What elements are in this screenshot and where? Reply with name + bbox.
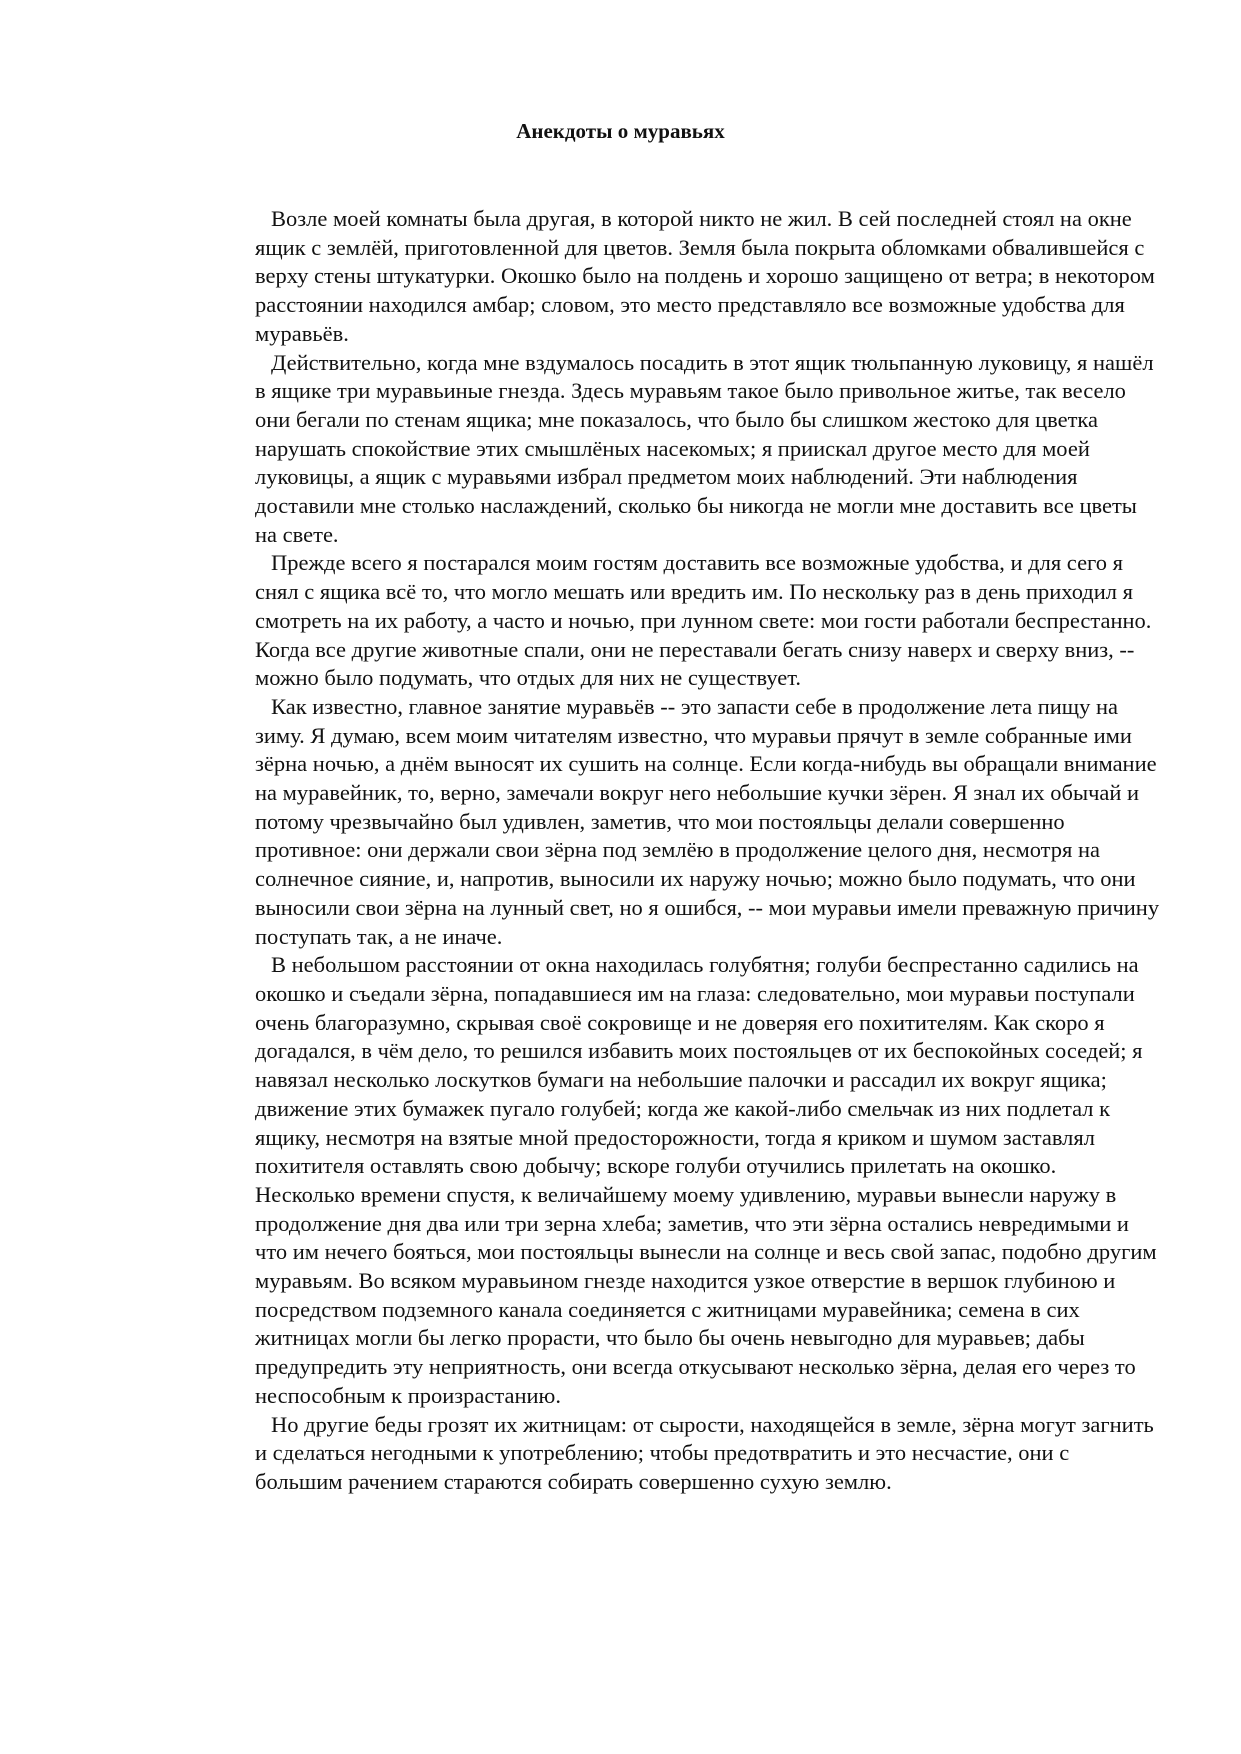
paragraph: Возле моей комнаты была другая, в которой никто не жил. В сей последней стоял на окне ящик с землёй, приготовленной для цветов. Земля была покрыта обломками обвалившейся с верху стены штукатурки. Окошко было на полдень и хорошо защищено от ветра; в некотором расстоянии находился амбар; словом, это место представляло все возможные удобства для муравьёв. [255,206,1155,346]
document-title: Анекдоты о муравьях [516,119,725,143]
paragraph: Как известно, главное занятие муравьёв -- это запасти себе в продолжение лета пищу на зиму. Я думаю, всем моим читателям известно, что муравьи прячут в земле собранные ими зёрна ночью, а днём выносят их сушить на солнце. Если когда-нибудь вы обращали внимание на муравейник, то, верно, замечали вокруг него небольшие кучки зёрен. Я знал их обычай и потому чрезвычайно был удивлен, заметив, что мои постояльцы делали совершенно противное: они держали свои зёрна под землёю в продолжение целого дня, несмотря на солнечное сияние, и, напротив, выносили их наружу ночью; можно было подумать, что они выносили свои зёрна на лунный свет, но я ошибся, -- мои муравьи имели преважную причину поступать так, а не иначе. [255,693,1160,949]
document-body [255,205,1160,1497]
paragraph: Прежде всего я постарался моим гостям доставить все возможные удобства, и для сего я снял с ящика всё то, что могло мешать или вредить им. По нескольку раз в день приходил я смотреть на их работу, а часто и ночью, при лунном свете: мои гости работали беспрестанно. Когда все другие животные спали, они не переставали бегать снизу наверх и сверху вниз, -- можно было подумать, что отдых для них не существует. [255,550,1152,691]
paragraph: В небольшом расстоянии от окна находилась голубятня; голуби беспрестанно садились на окошко и съедали зёрна, попадавшиеся им на глаза: следовательно, мои муравьи поступали очень благоразумно, скрывая своё сокровище и не доверяя его похитителям. Как скоро я догадался, в чём дело, то решился избавить моих постояльцев от их беспокойных соседей; я навязал несколько лоскутков бумаги на небольшие палочки и рассадил их вокруг ящика; движение этих бумажек пугало голубей; когда же какой-либо смельчак из них подлетал к ящику, несмотря на взятые мной предосторожности, тогда я криком и шумом заставлял похитителя оставлять свою добычу; вскоре голуби отучились прилетать на окошко. Несколько времени спустя, к величайшему моему удивлению, муравьи вынесли наружу в продолжение дня два или три зерна хлеба; заметив, что эти зёрна остались невредимыми и что им нечего бояться, мои постояльцы вынесли на солнце и весь свой запас, подобно другим муравьям. Во всяком муравьином гнезде находится узкое отверстие в вершок глубиною и посредством подземного канала соединяется с житницами муравейника; семена в сих житницах могли бы легко прорасти, что было бы очень невыгодно для муравьев; дабы предупредить эту неприятность, они всегда откусывают несколько зёрна, делая его через то неспособным к произрастанию. [255,952,1157,1408]
paragraph: Но другие беды грозят их житницам: от сырости, находящейся в земле, зёрна могут загнить и сделаться негодными к употреблению; чтобы предотвратить и это несчастие, они с большим рачением стараются собирать совершенно сухую землю. [255,1411,1154,1494]
paragraph: Действительно, когда мне вздумалось посадить в этот ящик тюльпанную луковицу, я нашёл в ящике три муравьиные гнезда. Здесь муравьям такое было привольное житье, так весело они бегали по стенам ящика; мне показалось, что было бы слишком жестоко для цветка нарушать спокойствие этих смышлёных насекомых; я приискал другое место для моей луковицы, а ящик с муравьями избрал предметом моих наблюдений. Эти наблюдения доставили мне столько наслаждений, сколько бы никогда не могли мне доставить все цветы на свете. [255,349,1154,547]
